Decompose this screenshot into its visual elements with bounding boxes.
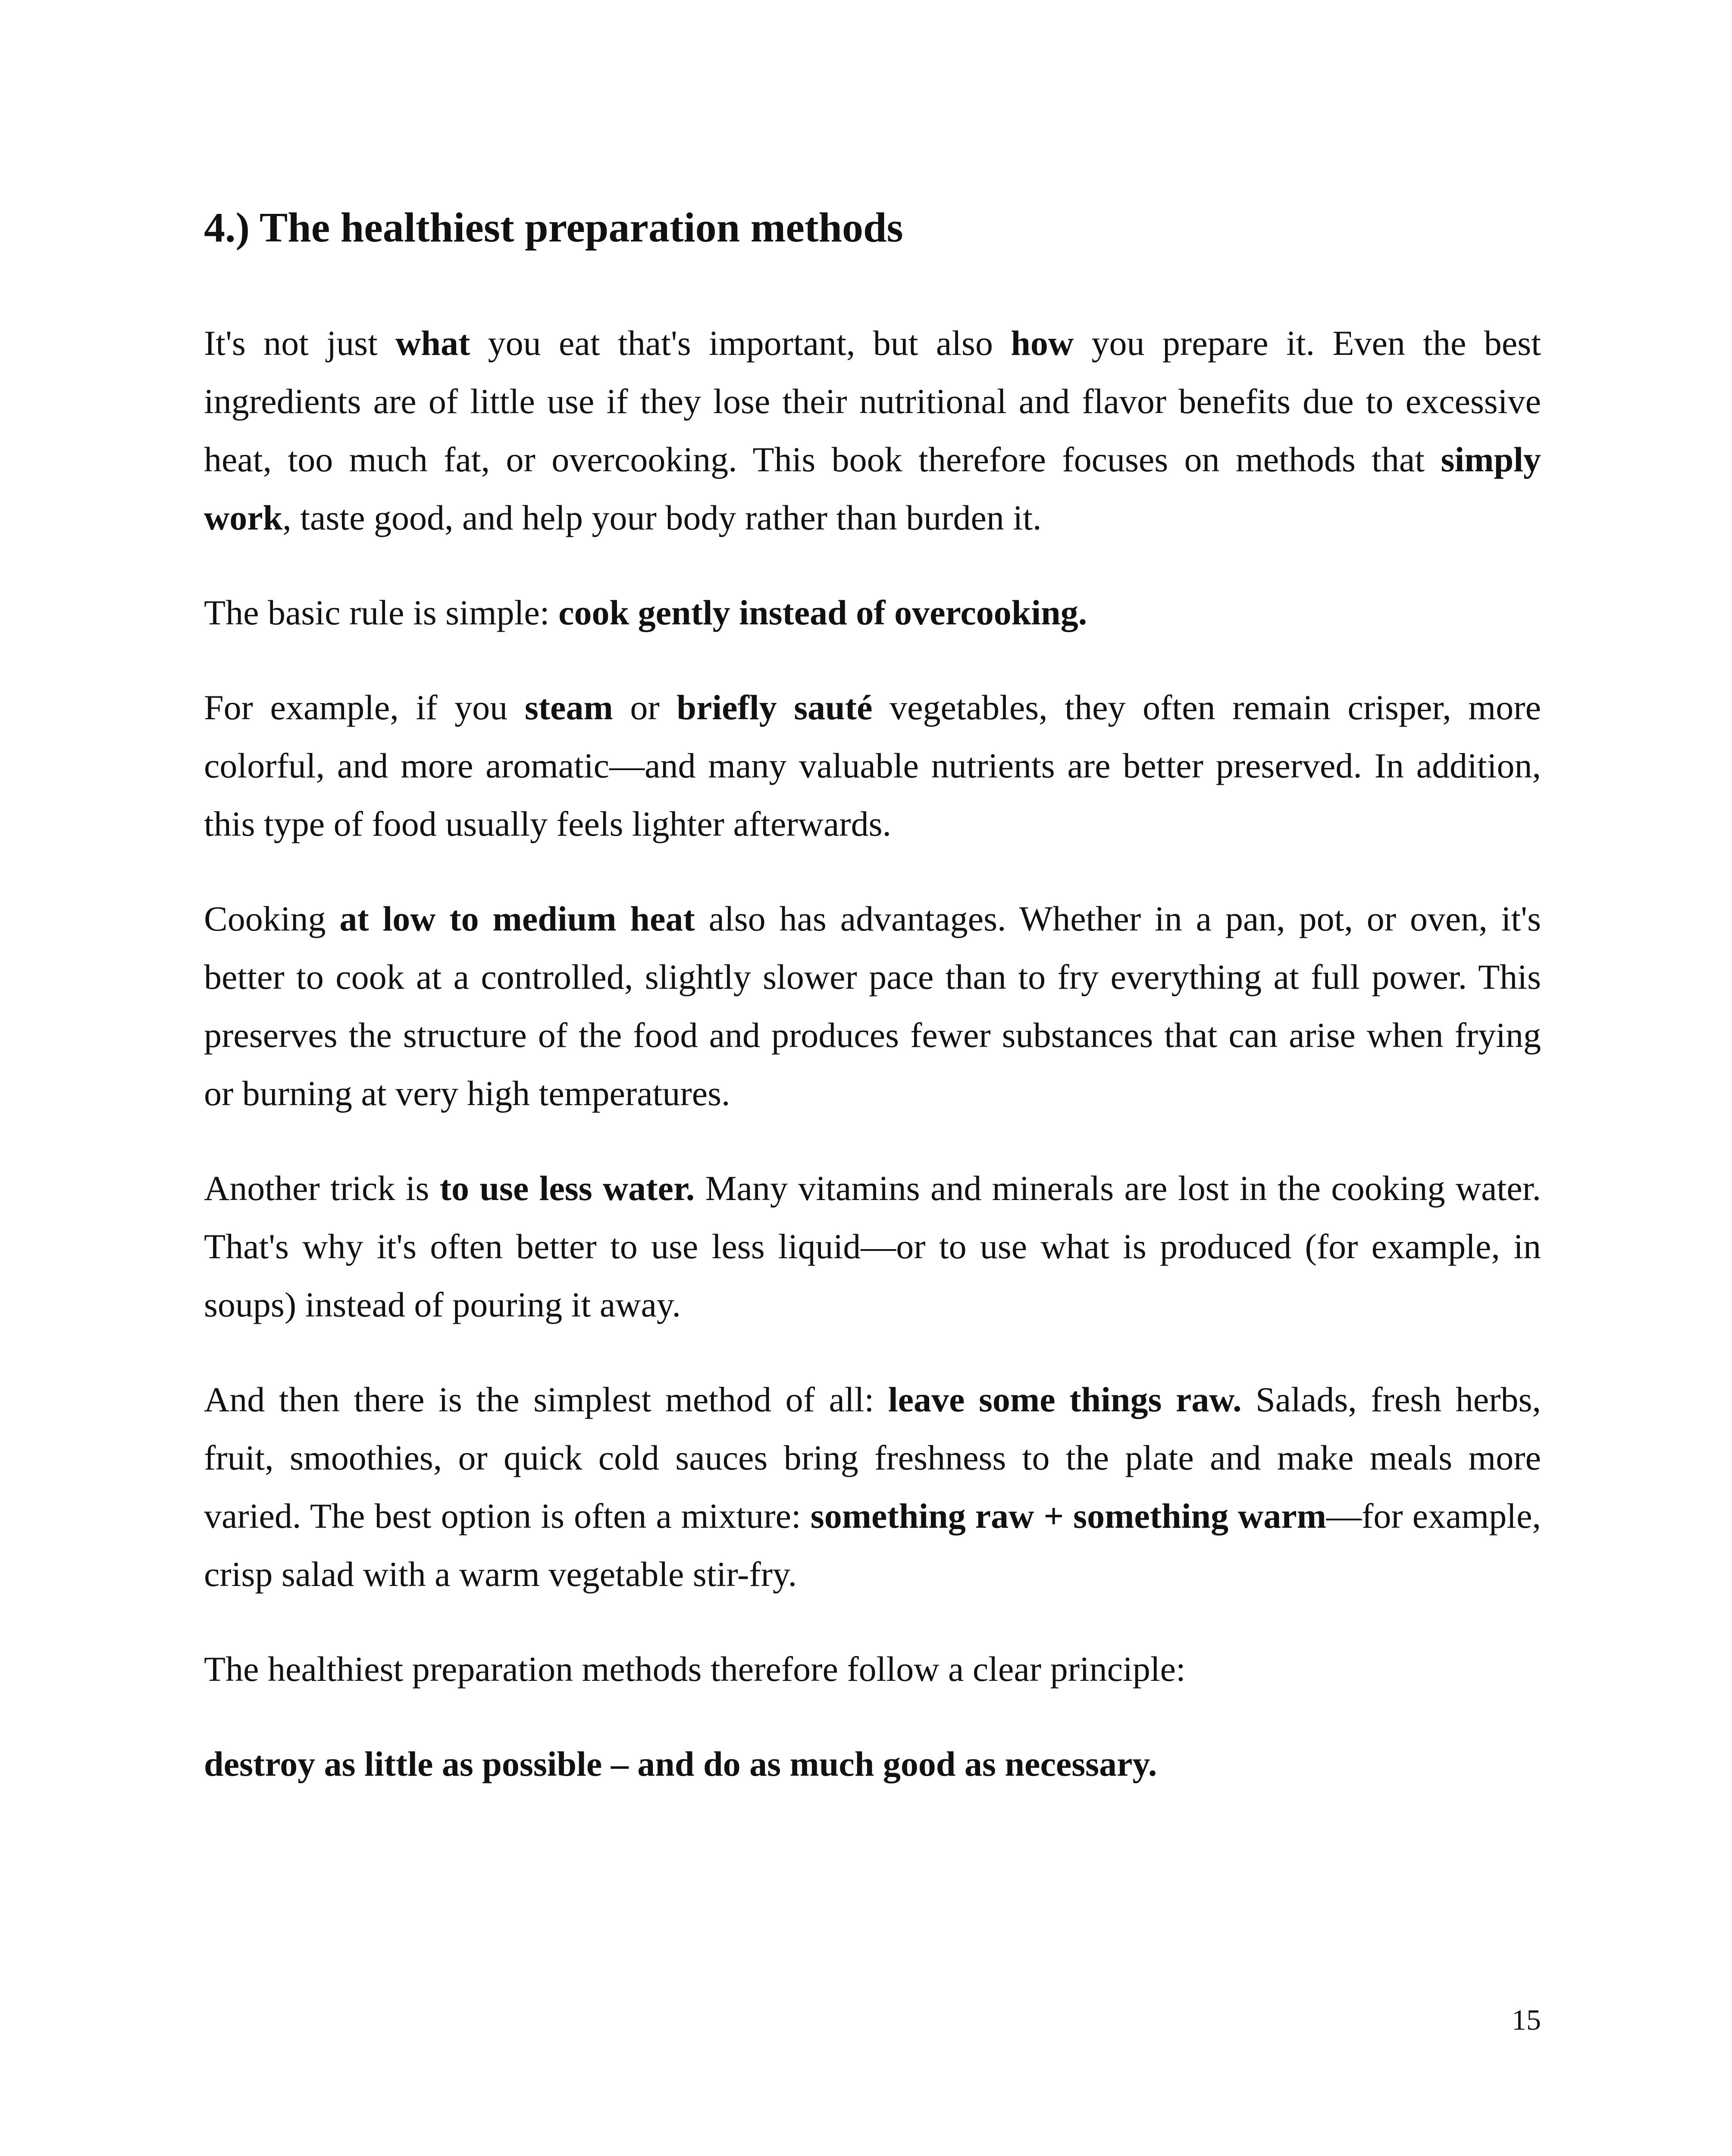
bold-run: at low to medium heat [339, 899, 695, 938]
text-run: The basic rule is simple: [204, 592, 559, 632]
text-run: Many vitamins and minerals are lost in the cooking water. That's why it's often better to use less liquid—or to use what is produced (for example, in soups) instead of pouring it away. [204, 1168, 1541, 1324]
bold-run: briefly sauté [677, 687, 873, 727]
text-run: And then there is the simplest method of all: [204, 1379, 888, 1419]
bold-run: what [395, 323, 470, 363]
text-run: For example, if you [204, 687, 525, 727]
paragraph-raw [204, 1370, 1541, 1603]
text-run: or [613, 687, 677, 727]
paragraph-basic-rule [204, 583, 1541, 642]
bold-run: something raw + something warm [810, 1496, 1327, 1536]
bold-run: destroy as little as possible – and do as much good as necessary. [204, 1744, 1157, 1783]
paragraph-heat [204, 890, 1541, 1122]
text-run: It's not just [204, 323, 396, 363]
text-run: you eat that's important, but also [470, 323, 1011, 363]
text-run: —for example, crisp salad with a warm vegetable stir-fry. [204, 1496, 1541, 1594]
bold-run: how [1011, 323, 1074, 363]
paragraph-water [204, 1159, 1541, 1334]
text-run: The healthiest preparation methods therefore follow a clear principle: [204, 1649, 1186, 1689]
bold-run: simply work [204, 439, 1541, 537]
paragraph-intro [204, 314, 1541, 547]
paragraph-steam [204, 678, 1541, 853]
bold-run: steam [524, 687, 613, 727]
bold-run: leave some things raw. [888, 1379, 1242, 1419]
bold-run: to use less water. [439, 1168, 695, 1208]
text-run: also has advantages. Whether in a pan, pot, or oven, it's better to cook at a controlled, slightly slower pace than to fry everything at full power. This preserves the structure of the food and produces fewer substances that can arise when frying or burning at very high temperatures. [204, 899, 1541, 1113]
page-number: 15 [1512, 2003, 1541, 2036]
text-run: vegetables, they often remain crisper, more colorful, and more aromatic—and many valuable nutrients are better preserved. In addition, this type of food usually feels lighter afterwards. [204, 687, 1541, 843]
document-page [204, 203, 1541, 1830]
text-run: Another trick is [204, 1168, 440, 1208]
bold-run: cook gently instead of overcooking. [558, 592, 1087, 632]
text-run: , taste good, and help your body rather than burden it. [282, 498, 1042, 537]
section-heading: 4.) The healthiest preparation methods [204, 204, 903, 251]
paragraph-principle [204, 1640, 1541, 1698]
text-run: you prepare it. Even the best ingredients are of little use if they lose their nutritional and flavor benefits due to excessive heat, too much fat, or overcooking. This book therefore focuses on methods that [204, 323, 1541, 479]
text-run: Salads, fresh herbs, fruit, smoothies, or quick cold sauces bring freshness to the plate and make meals more varied. The best option is often a mixture: [204, 1379, 1541, 1536]
paragraph-conclusion [204, 1735, 1541, 1793]
text-run: Cooking [204, 899, 340, 938]
